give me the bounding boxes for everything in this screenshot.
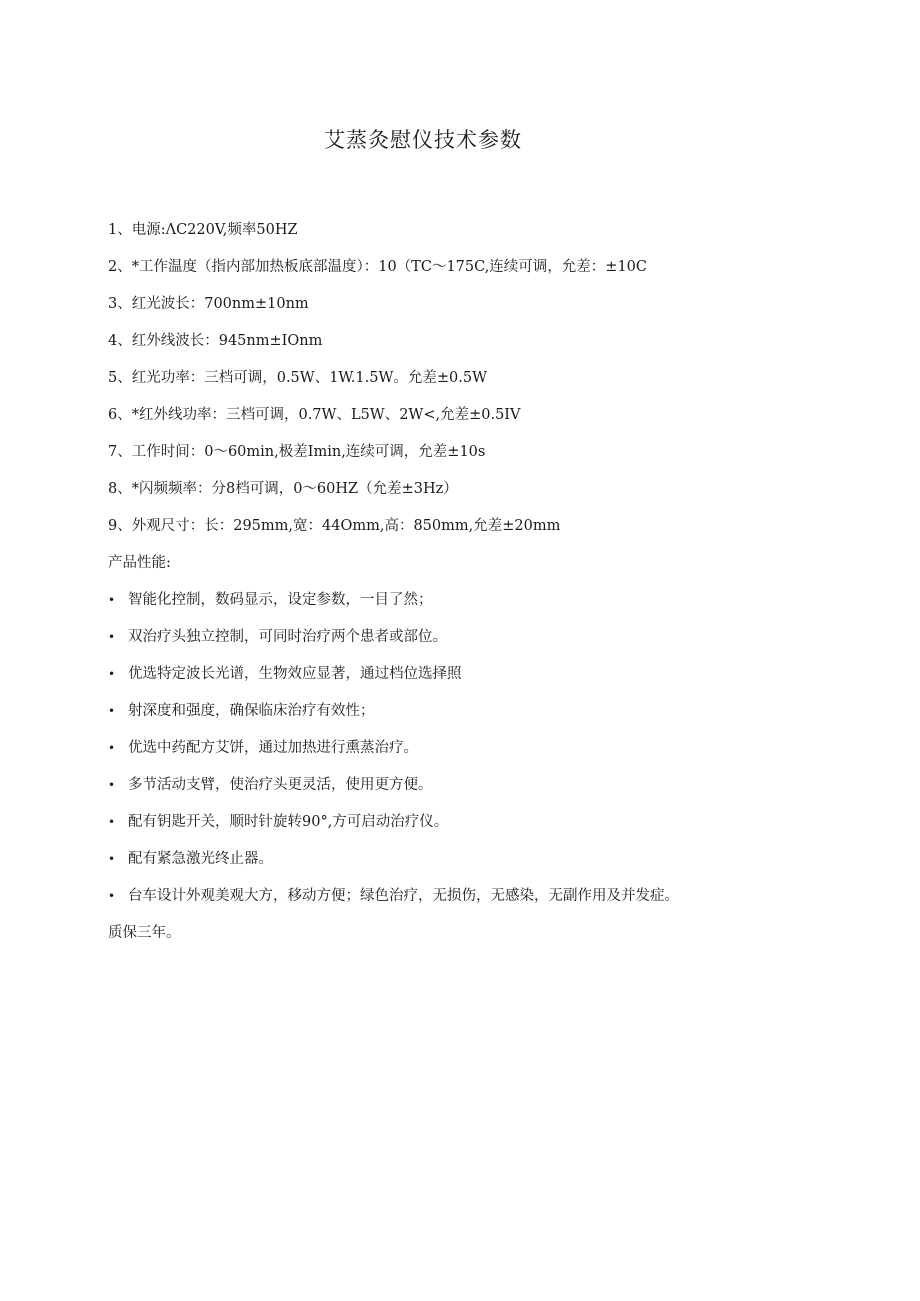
bullet-icon: • xyxy=(108,630,116,644)
feature-text: 优选特定波长光谱，生物效应显著，通过档位选择照 xyxy=(128,666,462,682)
spec-infrared-wavelength: 4、红外线波长：945nm±IOnm xyxy=(108,333,323,349)
bullet-icon: • xyxy=(108,593,116,607)
spec-power: 1、电源:ΛC220V,频率50HZ xyxy=(108,222,298,238)
bullet-icon: • xyxy=(108,741,116,755)
feature-text: 台车设计外观美观大方，移动方便；绿色治疗，无损伤，无感染，无副作用及并发症。 xyxy=(128,888,679,904)
bullet-icon: • xyxy=(108,667,116,681)
spec-dimensions: 9、外观尺寸：长：295mm,宽：44Omm,高：850mm,允差±20mm xyxy=(108,518,561,534)
feature-item xyxy=(108,701,868,721)
feature-item xyxy=(108,775,868,795)
document-title: 艾蒸灸慰仪技术参数 xyxy=(324,128,522,152)
feature-item xyxy=(108,738,868,758)
feature-text: 多节活动支臂，使治疗头更灵活，使用更方便。 xyxy=(128,777,433,793)
feature-text: 优选中药配方艾饼，通过加热进行熏蒸治疗。 xyxy=(128,740,418,756)
spec-working-time: 7、工作时间：0～60min,极差Imin,连续可调，允差±10s xyxy=(108,444,486,460)
spec-working-temperature: 2、*工作温度（指内部加热板底部温度）：10（TC～175C,连续可调，允差：±10C xyxy=(108,259,647,275)
feature-item xyxy=(108,886,868,906)
spec-list xyxy=(108,220,868,536)
feature-list xyxy=(108,590,868,906)
feature-item xyxy=(108,664,868,684)
spec-red-light-power: 5、红光功率：三档可调，0.5W、1W.1.5W。允差±0.5W xyxy=(108,370,487,386)
bullet-icon: • xyxy=(108,852,116,866)
feature-item xyxy=(108,812,868,832)
spec-flash-frequency: 8、*闪频频率：分8档可调，0～60HZ（允差±3Hz） xyxy=(108,481,458,497)
feature-item xyxy=(108,849,868,869)
bullet-icon: • xyxy=(108,889,116,903)
features-heading: 产品性能: xyxy=(108,555,171,571)
feature-text: 智能化控制，数码显示，设定参数，一目了然； xyxy=(128,592,433,608)
document-body xyxy=(108,220,868,943)
spec-infrared-power: 6、*红外线功率：三档可调，0.7W、L5W、2W<,允差±0.5IV xyxy=(108,407,521,423)
spec-red-light-wavelength: 3、红光波长：700nm±10nm xyxy=(108,296,309,312)
feature-text: 配有钥匙开关，顺时针旋转90°,方可启动治疗仪。 xyxy=(128,814,449,830)
warranty-text: 质保三年。 xyxy=(108,925,181,941)
feature-item xyxy=(108,590,868,610)
feature-text: 配有紧急激光终止器。 xyxy=(128,851,273,867)
feature-item xyxy=(108,627,868,647)
feature-text: 射深度和强度，确保临床治疗有效性； xyxy=(128,703,375,719)
bullet-icon: • xyxy=(108,815,116,829)
bullet-icon: • xyxy=(108,778,116,792)
bullet-icon: • xyxy=(108,704,116,718)
feature-text: 双治疗头独立控制，可同时治疗两个患者或部位。 xyxy=(128,629,447,645)
